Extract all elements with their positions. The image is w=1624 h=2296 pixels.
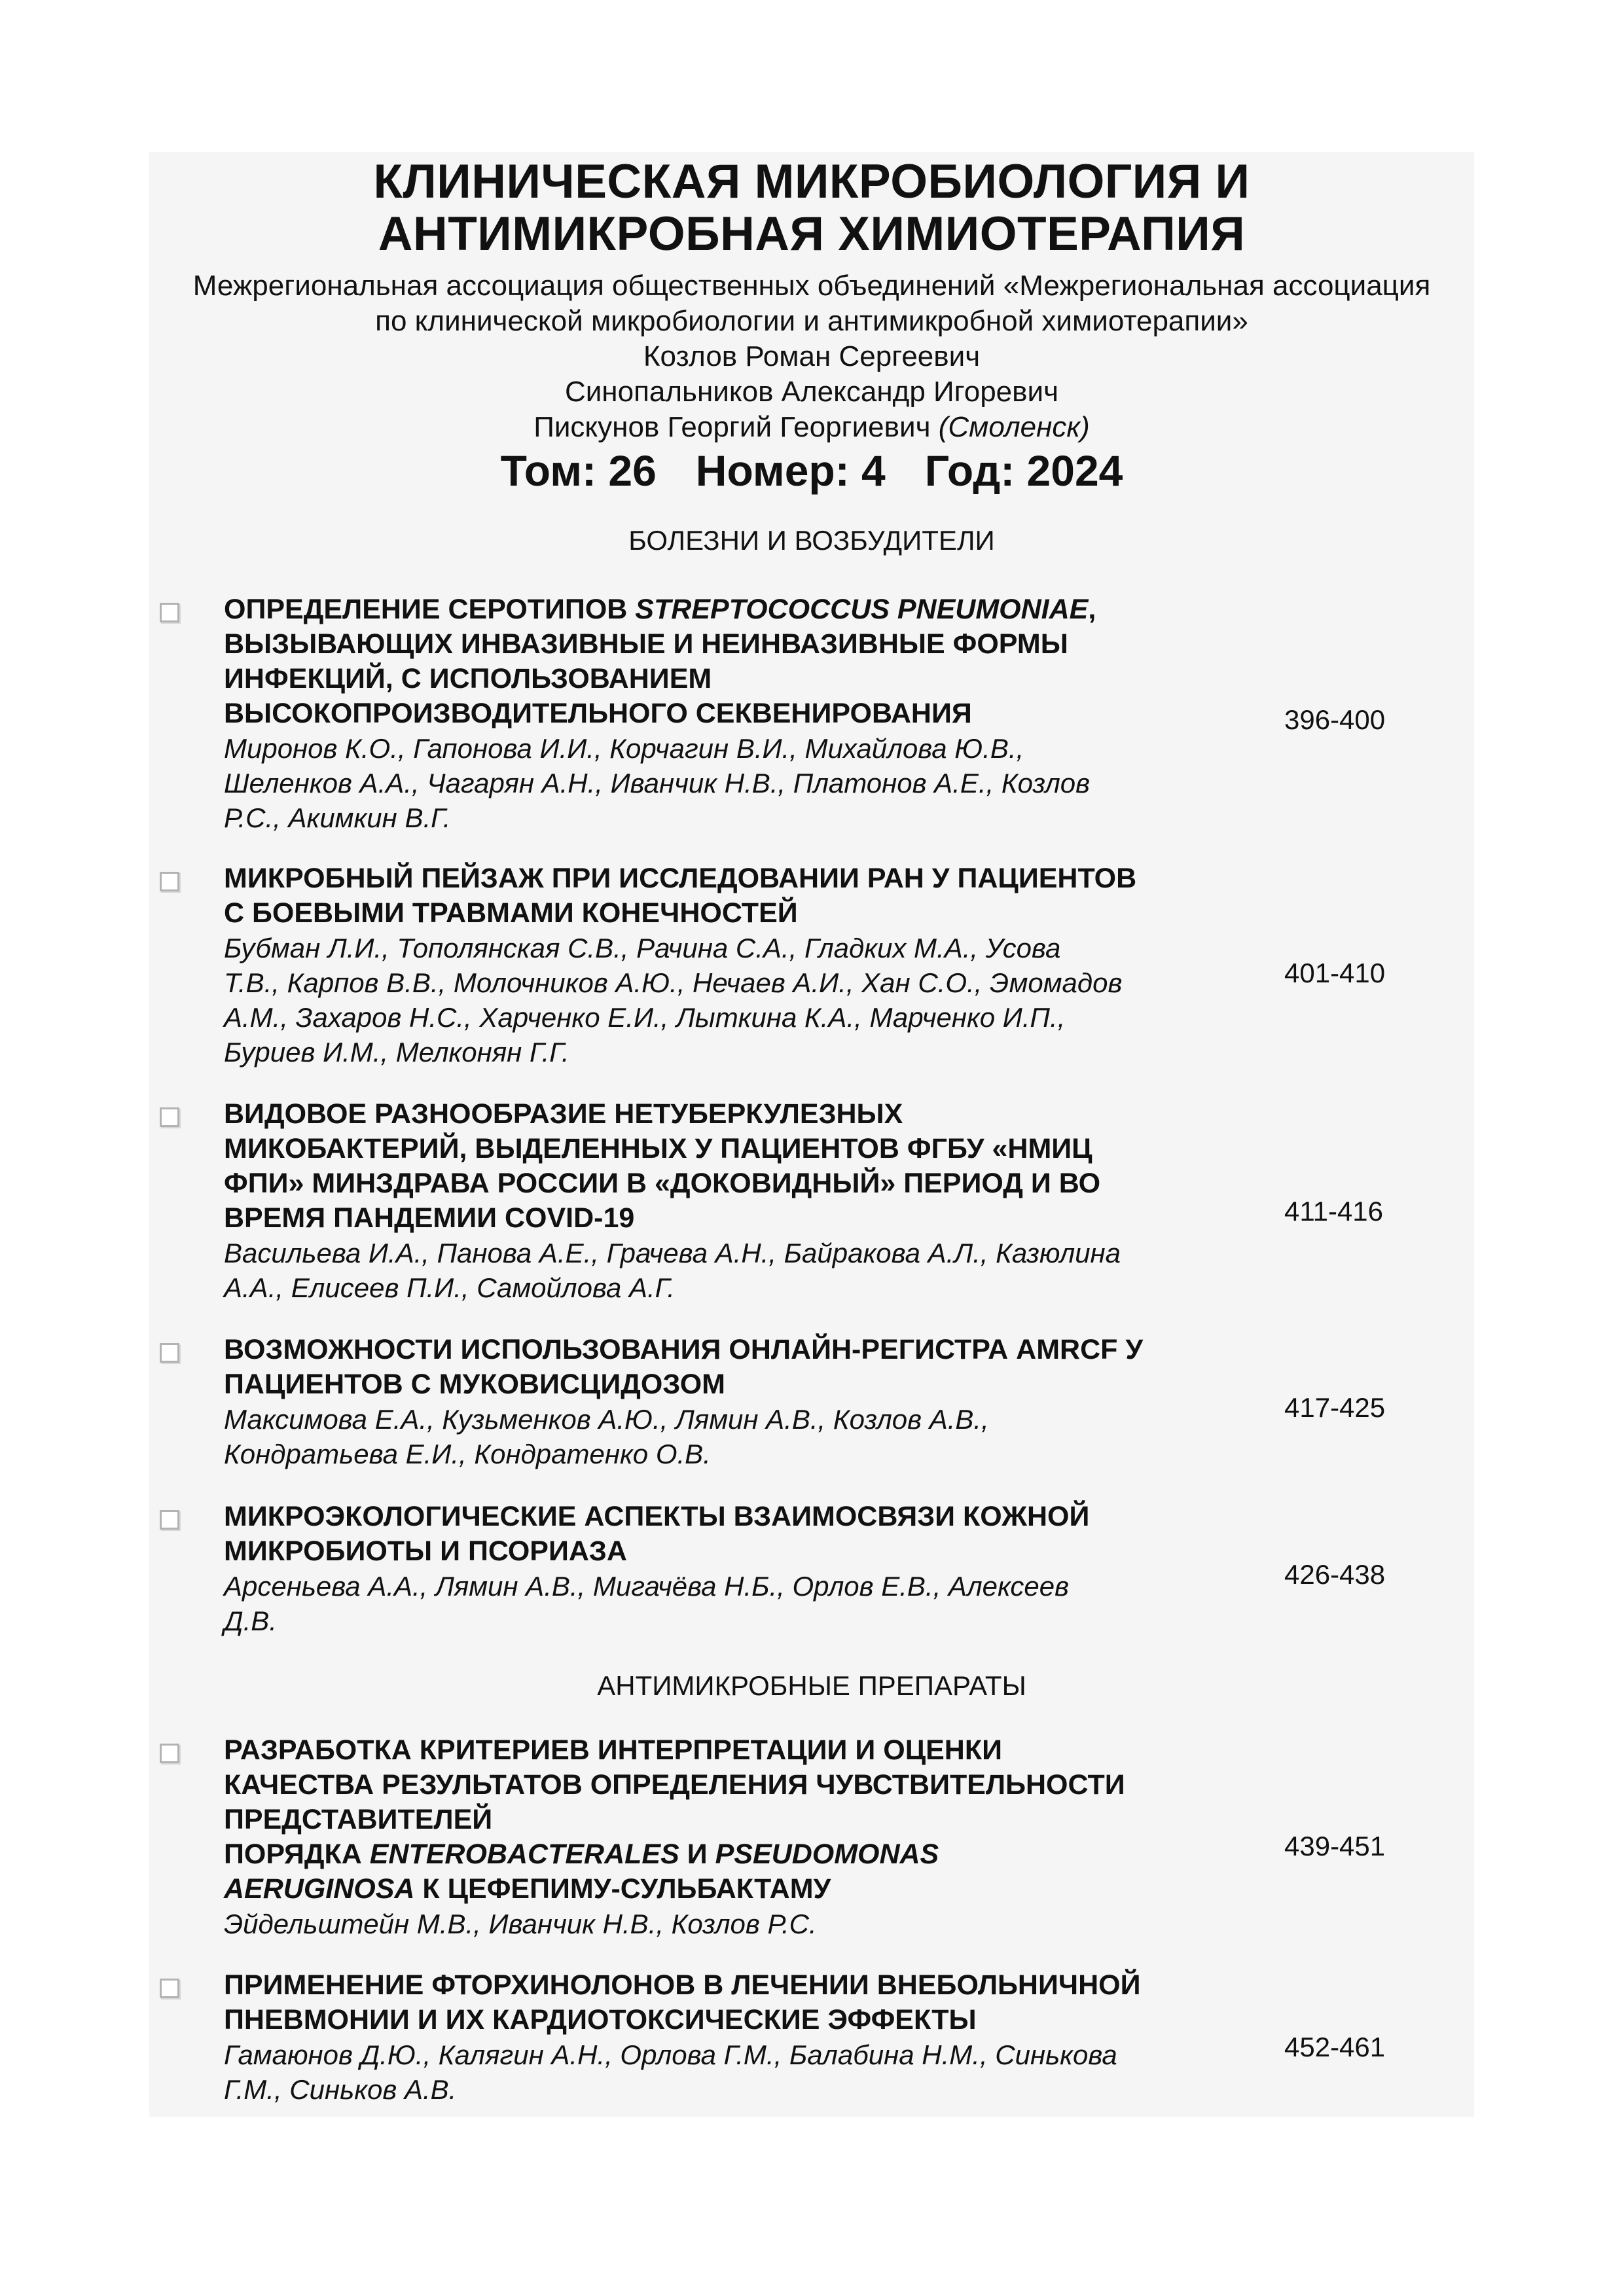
authors-line: Буриев И.М., Мелконян Г.Г.	[224, 1037, 569, 1067]
authors-line: Бубман Л.И., Тополянская С.В., Рачина С.А., Гладких М.А., Усова	[224, 933, 1061, 963]
article-text	[224, 592, 1245, 835]
article-authors	[224, 1907, 1245, 1941]
title-segment-italic: PSEUDOMONAS	[715, 1839, 939, 1870]
title-segment: ПОРЯДКА	[224, 1839, 370, 1870]
select-checkbox[interactable]	[160, 1510, 179, 1530]
select-checkbox[interactable]	[160, 603, 179, 622]
title-line: ПРЕДСТАВИТЕЛЕЙ	[224, 1804, 493, 1835]
title-line: МИКРОЭКОЛОГИЧЕСКИЕ АСПЕКТЫ ВЗАИМОСВЯЗИ КОЖНОЙ	[224, 1501, 1090, 1532]
select-checkbox[interactable]	[160, 872, 179, 891]
authors-line: Васильева И.А., Панова А.Е., Грачева А.Н., Байракова А.Л., Казюлина	[224, 1238, 1121, 1268]
article-title[interactable]	[224, 861, 1245, 931]
title-segment-italic: STREPTOCOCCUS PNEUMONIAE	[635, 594, 1089, 625]
title-line: РАЗРАБОТКА КРИТЕРИЕВ ИНТЕРПРЕТАЦИИ И ОЦЕНКИ	[224, 1734, 1002, 1766]
journal-title	[149, 156, 1474, 260]
journal-title-line: КЛИНИЧЕСКАЯ МИКРОБИОЛОГИЯ И	[373, 155, 1250, 208]
article-pages: 401-410	[1284, 958, 1386, 988]
title-segment-italic: AERUGINOSA	[224, 1873, 415, 1905]
authors-line: Р.С., Акимкин В.Г.	[224, 802, 451, 833]
article-text	[224, 861, 1245, 1069]
article-title[interactable]	[224, 1333, 1245, 1402]
select-checkbox[interactable]	[160, 1744, 179, 1763]
title-segment: К ЦЕФЕПИМУ-СУЛЬБАКТАМУ	[414, 1873, 831, 1905]
article-authors	[224, 1402, 1245, 1471]
title-segment-italic: ENTEROBACTERALES	[369, 1839, 679, 1870]
select-checkbox[interactable]	[160, 1343, 179, 1363]
title-line	[224, 592, 1245, 627]
title-line: ВРЕМЯ ПАНДЕМИИ COVID-19	[224, 1202, 635, 1234]
title-line: ВИДОВОЕ РАЗНООБРАЗИЕ НЕТУБЕРКУЛЕЗНЫХ	[224, 1098, 903, 1130]
issue-info	[149, 446, 1474, 495]
journal-title-line: АНТИМИКРОБНАЯ ХИМИОТЕРАПИЯ	[378, 207, 1246, 260]
article-title[interactable]	[224, 1968, 1245, 2037]
select-checkbox[interactable]	[160, 1107, 179, 1127]
title-line: С БОЕВЫМИ ТРАВМАМИ КОНЕЧНОСТЕЙ	[224, 897, 798, 929]
article-text	[224, 1097, 1245, 1305]
article-authors	[224, 731, 1245, 835]
article-authors	[224, 1569, 1245, 1638]
title-line: КАЧЕСТВА РЕЗУЛЬТАТОВ ОПРЕДЕЛЕНИЯ ЧУВСТВИТЕЛЬНОСТИ	[224, 1769, 1125, 1801]
publisher-line: по клинической микробиологии и антимикробной химиотерапии»	[375, 305, 1248, 337]
title-line: МИКРОБНЫЙ ПЕЙЗАЖ ПРИ ИССЛЕДОВАНИИ РАН У ПАЦИЕНТОВ	[224, 863, 1137, 894]
authors-line: Шеленков А.А., Чагарян А.Н., Иванчик Н.В., Платонов А.Е., Козлов	[224, 768, 1091, 798]
issue-number: Номер: 4	[695, 446, 886, 495]
article-authors	[224, 931, 1245, 1069]
editor-name: Козлов Роман Сергеевич	[643, 340, 981, 372]
authors-line: Эйдельштейн М.В., Иванчик Н.В., Козлов Р.С.	[224, 1909, 817, 1939]
article-text	[224, 1499, 1245, 1638]
authors-line: Д.В.	[224, 1605, 277, 1636]
select-checkbox[interactable]	[160, 1979, 179, 1998]
volume: Том: 26	[500, 446, 657, 495]
title-line: МИКОБАКТЕРИЙ, ВЫДЕЛЕННЫХ У ПАЦИЕНТОВ ФГБУ «НМИЦ	[224, 1133, 1092, 1164]
authors-line: А.А., Елисеев П.И., Самойлова А.Г.	[224, 1272, 675, 1303]
article-pages: 396-400	[1284, 704, 1386, 735]
title-line: ПНЕВМОНИИ И ИХ КАРДИОТОКСИЧЕСКИЕ ЭФФЕКТЫ	[224, 2004, 977, 2036]
article-pages: 417-425	[1284, 1392, 1386, 1423]
city: (Смоленск)	[938, 411, 1090, 443]
authors-line: Гамаюнов Д.Ю., Калягин А.Н., Орлова Г.М., Балабина Н.М., Синькова	[224, 2039, 1117, 2070]
article-pages: 439-451	[1284, 1831, 1386, 1861]
editor-name: Синопальников Александр Игоревич	[564, 376, 1059, 408]
title-segment: И	[679, 1839, 715, 1870]
title-line	[224, 1837, 1245, 1872]
authors-line: Максимова Е.А., Кузьменков А.Ю., Лямин А.В., Козлов А.В.,	[224, 1404, 989, 1435]
title-line: ВЫЗЫВАЮЩИХ ИНВАЗИВНЫЕ И НЕИНВАЗИВНЫЕ ФОРМЫ	[224, 628, 1068, 660]
authors-line: Миронов К.О., Гапонова И.И., Корчагин В.И., Михайлова Ю.В.,	[224, 733, 1024, 764]
article-text	[224, 1968, 1245, 2107]
article-authors	[224, 2037, 1245, 2107]
article-authors	[224, 1236, 1245, 1305]
title-line: ПАЦИЕНТОВ С МУКОВИСЦИДОЗОМ	[224, 1369, 725, 1400]
title-line: ПРИМЕНЕНИЕ ФТОРХИНОЛОНОВ В ЛЕЧЕНИИ ВНЕБОЛЬНИЧНОЙ	[224, 1969, 1141, 2001]
authors-line: Кондратьева Е.И., Кондратенко О.В.	[224, 1439, 711, 1469]
article-title[interactable]	[224, 1499, 1245, 1569]
article-title[interactable]	[224, 1733, 1245, 1907]
section-heading: АНТИМИКРОБНЫЕ ПРЕПАРАТЫ	[597, 1670, 1026, 1701]
editor-name-text: Пискунов Георгий Георгиевич	[533, 411, 931, 443]
title-segment: ,	[1088, 594, 1096, 625]
authors-line: А.М., Захаров Н.С., Харченко Е.И., Лыткина К.А., Марченко И.П.,	[224, 1002, 1066, 1033]
title-line: МИКРОБИОТЫ И ПСОРИАЗА	[224, 1535, 627, 1567]
title-segment: ОПРЕДЕЛЕНИЕ СЕРОТИПОВ	[224, 594, 636, 625]
title-line: ФПИ» МИНЗДРАВА РОССИИ В «ДОКОВИДНЫЙ» ПЕРИОД И ВО	[224, 1168, 1101, 1199]
publisher-line: Межрегиональная ассоциация общественных объединений «Межрегиональная ассоциация	[192, 270, 1431, 302]
editor-name	[149, 410, 1474, 445]
title-line: ИНФЕКЦИЙ, С ИСПОЛЬЗОВАНИЕМ	[224, 663, 712, 694]
section-heading: БОЛЕЗНИ И ВОЗБУДИТЕЛИ	[628, 525, 995, 556]
article-title[interactable]	[224, 592, 1245, 731]
article-pages: 411-416	[1284, 1196, 1384, 1227]
title-line: ВЫСОКОПРОИЗВОДИТЕЛЬНОГО СЕКВЕНИРОВАНИЯ	[224, 698, 972, 729]
title-line	[224, 1872, 1245, 1907]
title-line: ВОЗМОЖНОСТИ ИСПОЛЬЗОВАНИЯ ОНЛАЙН-РЕГИСТРА AMRCF У	[224, 1334, 1144, 1365]
publisher	[149, 268, 1474, 445]
article-text	[224, 1333, 1245, 1471]
authors-line: Т.В., Карпов В.В., Молочников А.Ю., Нечаев А.И., Хан С.О., Эмомадов	[224, 967, 1123, 998]
issue-year: Год: 2024	[924, 446, 1123, 495]
article-title[interactable]	[224, 1097, 1245, 1236]
article-pages: 426-438	[1284, 1559, 1386, 1590]
authors-line: Арсеньева А.А., Лямин А.В., Мигачёва Н.Б., Орлов Е.В., Алексеев	[224, 1571, 1069, 1602]
authors-line: Г.М., Синьков А.В.	[224, 2074, 457, 2105]
article-text	[224, 1733, 1245, 1941]
article-pages: 452-461	[1284, 2032, 1386, 2062]
